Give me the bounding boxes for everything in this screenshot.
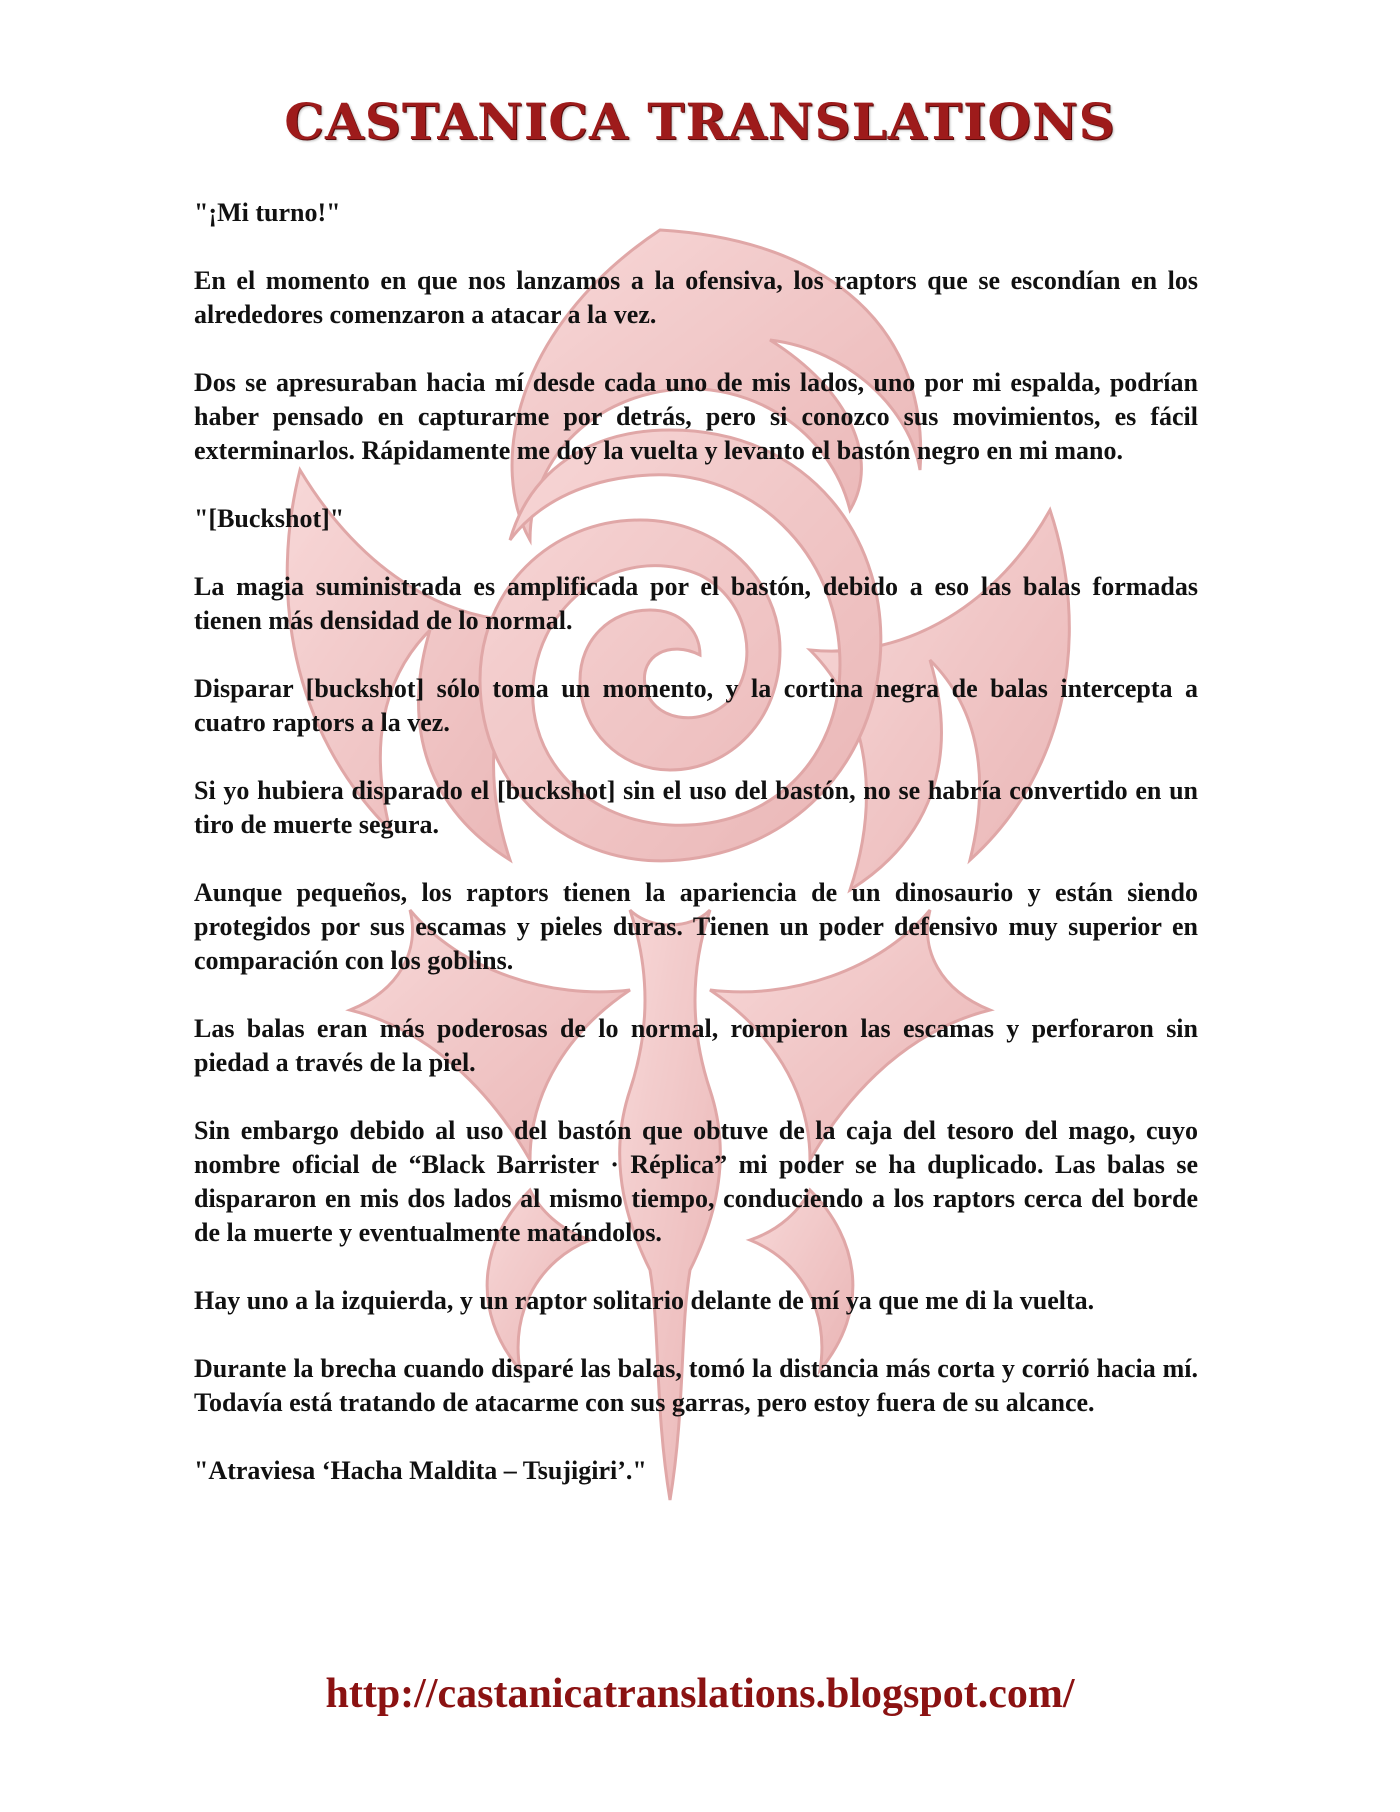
paragraph: Sin embargo debido al uso del bastón que obtuve de la caja del tesoro del mago, cuyo nombre oficial de “Black Barrister · Réplica” mi poder se ha duplicado. Las balas se dispararon en mis dos lados al mismo tiempo, conduciendo a los raptors cerca del borde de la muerte y eventualmente matándolos. [194,1116,1198,1247]
paragraph: Aunque pequeños, los raptors tienen la apariencia de un dinosaurio y están siendo protegidos por sus escamas y pieles duras. Tienen un poder defensivo muy superior en comparación con los goblins. [194,878,1198,975]
paragraph: "¡Mi turno!" [194,198,341,227]
paragraph: Las balas eran más poderosas de lo normal, rompieron las escamas y perforaron sin piedad a través de la piel. [194,1014,1198,1077]
paragraph: Dos se apresuraban hacia mí desde cada uno de mis lados, uno por mi espalda, podrían haber pensado en capturarme por detrás, pero si conozco sus movimientos, es fácil exterminarlos. Rápidamente me doy la vuelta y levanto el bastón negro en mi mano. [194,368,1198,465]
paragraph: Si yo hubiera disparado el [buckshot] sin el uso del bastón, no se habría convertido en un tiro de muerte segura. [194,776,1198,839]
paragraph: "Atraviesa ‘Hacha Maldita – Tsujigiri’." [194,1456,647,1485]
chapter-text [194,196,1198,1522]
paragraph: "[Buckshot]" [194,504,345,533]
paragraph: Durante la brecha cuando disparé las balas, tomó la distancia más corta y corrió hacia mí. Todavía está tratando de atacarme con sus garras, pero estoy fuera de su alcance. [194,1354,1198,1417]
paragraph: Hay uno a la izquierda, y un raptor solitario delante de mí ya que me di la vuelta. [194,1286,1095,1315]
paragraph: En el momento en que nos lanzamos a la ofensiva, los raptors que se escondían en los alrededores comenzaron a atacar a la vez. [194,266,1198,329]
site-title: CASTANICA TRANSLATIONS [284,92,1116,151]
blog-url-link[interactable]: http://castanicatranslations.blogspot.com/ [325,1671,1075,1717]
paragraph: Disparar [buckshot] sólo toma un momento, y la cortina negra de balas intercepta a cuatro raptors a la vez. [194,674,1198,737]
paragraph: La magia suministrada es amplificada por el bastón, debido a eso las balas formadas tienen más densidad de lo normal. [194,572,1198,635]
